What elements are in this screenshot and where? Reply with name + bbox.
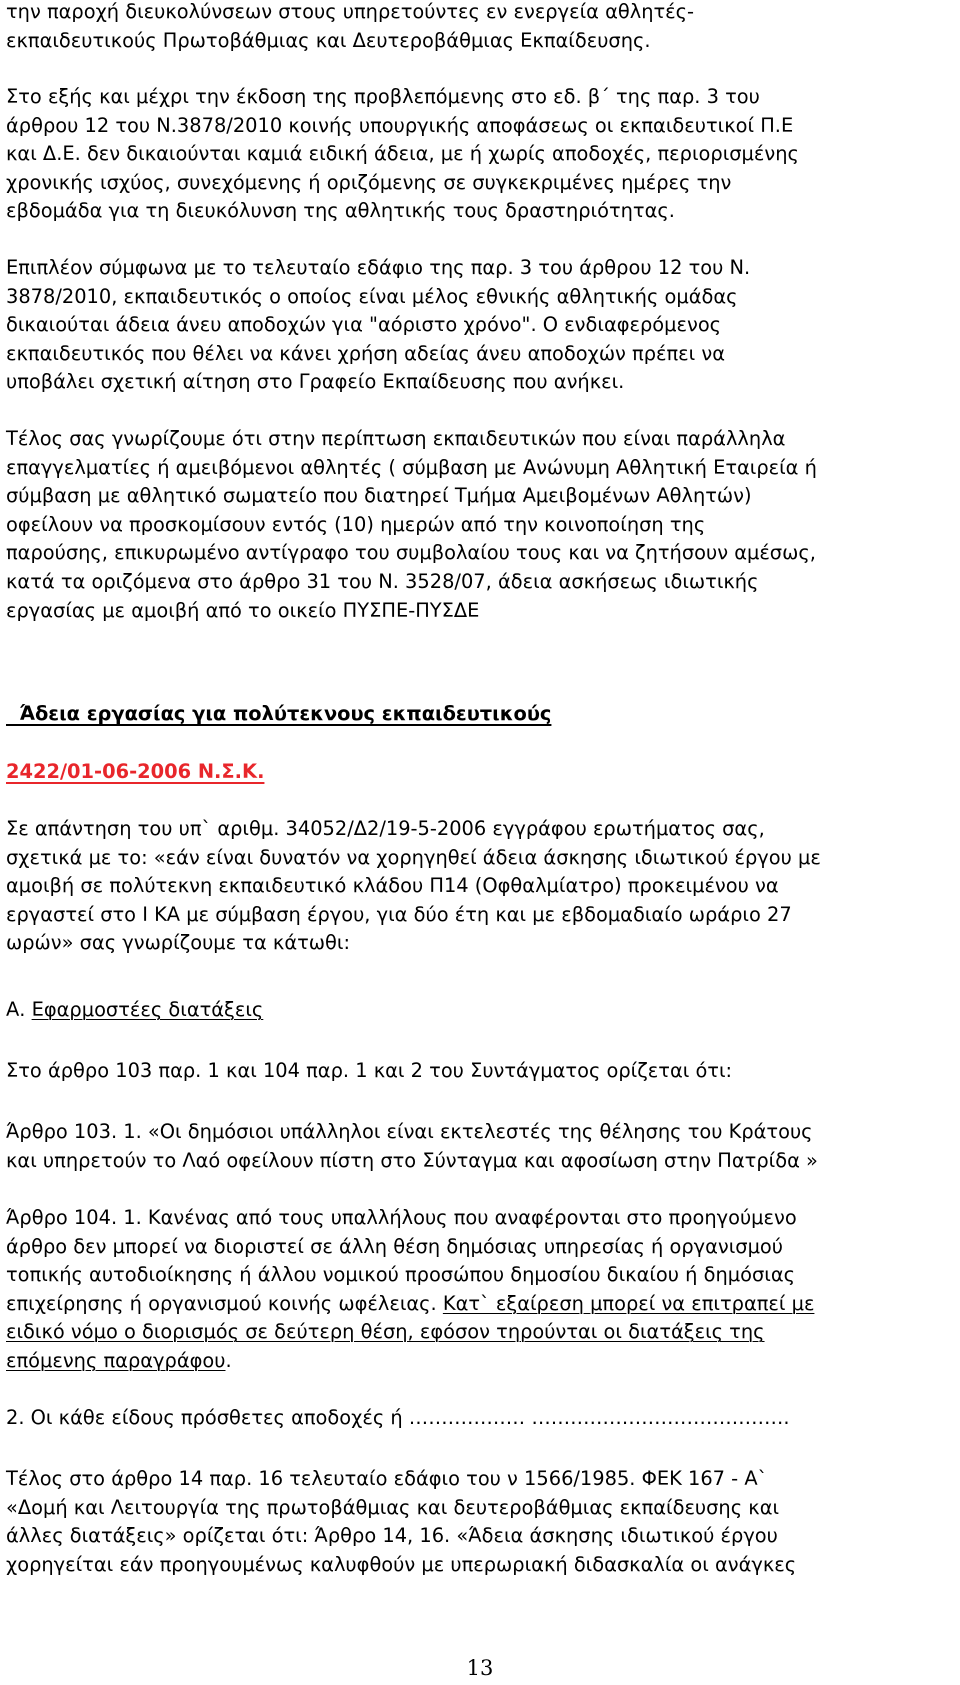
paragraph-6 [6, 1057, 954, 1086]
text-line: 2. Οι κάθε είδους πρόσθετες αποδοχές ή ……………… …………………………………. [6, 1406, 790, 1429]
text-line: και Δ.Ε. δεν δικαιούνται καμιά ειδική άδεια, με ή χωρίς αποδοχές, περιορισμένης [6, 142, 799, 166]
text-line: Επιπλέον σύμφωνα με το τελευταίο εδάφιο της παρ. 3 του άρθρου 12 του Ν. [6, 256, 751, 279]
text-line: Άρθρο 103. 1. «Οι δημόσιοι υπάλληλοι είναι εκτελεστές της θέλησης του Κράτους [6, 1120, 813, 1143]
text-line: εβδομάδα για τη διευκόλυνση της αθλητικής τους δραστηριότητας. [6, 199, 675, 223]
text-line: δικαιούται άδεια άνευ αποδοχών για "αόριστο χρόνο". Ο ενδιαφερόμενος [6, 313, 722, 337]
text-line: εργασίας με αμοιβή από το οικείο ΠΥΣΠΕ-ΠΥΣΔΕ [6, 598, 480, 622]
section-heading [6, 700, 954, 729]
page-number: 13 [466, 1656, 494, 1680]
reference-number [6, 758, 954, 787]
text-line: Τέλος σας γνωρίζουμε ότι στην περίπτωση εκπαιδευτικών που είναι παράλληλα [6, 427, 786, 450]
paragraph-7 [6, 1118, 954, 1175]
text-line: 3878/2010, εκπαιδευτικός ο οποίος είναι μέλος εθνικής αθλητικής ομάδας [6, 284, 738, 308]
text-line: Σε απάντηση του υπ` αριθμ. 34052/Δ2/19-5-2006 εγγράφου ερωτήματος σας, [6, 817, 765, 840]
text-line: οφείλουν να προσκομίσουν εντός (10) ημερών από την κοινοποίηση της [6, 512, 706, 536]
section-heading-text: Άδεια εργασίας για πολύτεκνους εκπαιδευτικούς [6, 702, 552, 725]
text-line: εκπαιδευτικούς Πρωτοβάθμιας και Δευτεροβάθμιας Εκπαίδευσης. [6, 28, 651, 52]
paragraph-9 [6, 1404, 954, 1433]
paragraph-4 [6, 425, 954, 625]
text-line: ωρών» σας γνωρίζουμε τα κάτωθι: [6, 931, 350, 955]
text-line: Στο εξής και μέχρι την έκδοση της προβλεπόμενης στο εδ. β΄ της παρ. 3 του [6, 85, 760, 108]
underlined-text: επόμενης παραγράφου [6, 1348, 226, 1372]
text-line: χρονικής ισχύος, συνεχόμενης ή οριζόμενης σε συγκεκριμένες ημέρες την [6, 170, 732, 194]
paragraph-8 [6, 1204, 954, 1376]
text-line: υποβάλει σχετική αίτηση στο Γραφείο Εκπαίδευσης που ανήκει. [6, 370, 625, 394]
text-line: τοπικής αυτοδιοίκησης ή άλλου νομικού προσώπου δημοσίου δικαίου ή δημόσιας [6, 1263, 795, 1287]
paragraph-1 [6, 0, 954, 55]
list-item-a-label: Εφαρμοστέες διατάξεις [31, 998, 264, 1021]
paragraph-10 [6, 1465, 954, 1579]
text-line: εργαστεί στο Ι ΚΑ με σύμβαση έργου, για δύο έτη και με εβδομαδιαίο ωράριο 27 [6, 902, 792, 926]
text-line: άρθρου 12 του Ν.3878/2010 κοινής υπουργικής αποφάσεως οι εκπαιδευτικοί Π.Ε [6, 113, 794, 137]
paragraph-3 [6, 254, 954, 397]
underlined-text: Κατ` εξαίρεση μπορεί να επιτραπεί με [442, 1291, 815, 1315]
text-line: επαγγελματίες ή αμειβόμενοι αθλητές ( σύμβαση με Ανώνυμη Αθλητική Εταιρεία ή [6, 455, 817, 479]
text-line: σχετικά με το: «εάν είναι δυνατόν να χορηγηθεί άδεια άσκησης ιδιωτικού έργου με [6, 845, 821, 869]
reference-number-text: 2422/01-06-2006 Ν.Σ.Κ. [6, 760, 265, 783]
text-line: κατά τα οριζόμενα στο άρθρο 31 του Ν. 3528/07, άδεια ασκήσεως ιδιωτικής [6, 569, 759, 593]
text-segment: επιχείρησης ή οργανισμού κοινής ωφέλειας. [6, 1291, 443, 1315]
underlined-text: ειδικό νόμο ο διορισμός σε δεύτερη θέση, εφόσον τηρούνται οι διατάξεις της [6, 1320, 765, 1344]
text-line: παρούσης, επικυρωμένο αντίγραφο του συμβολαίου τους και να ζητήσουν αμέσως, [6, 541, 816, 565]
paragraph-2 [6, 83, 954, 226]
text-line: άλλες διατάξεις» ορίζεται ότι: Άρθρο 14, 16. «Άδεια άσκησης ιδιωτικού έργου [6, 1524, 778, 1548]
text-line: και υπηρετούν το Λαό οφείλουν πίστη στο Σύνταγμα και αφοσίωση στην Πατρίδα » [6, 1148, 818, 1172]
paragraph-5 [6, 815, 954, 958]
text-line: αμοιβή σε πολύτεκνη εκπαιδευτικό κλάδου Π14 (Οφθαλμίατρο) προκειμένου να [6, 874, 779, 898]
text-line: «Δομή και Λειτουργία της πρωτοβάθμιας και δευτεροβάθμιας εκπαίδευσης και [6, 1495, 780, 1519]
text-line: Στο άρθρο 103 παρ. 1 και 104 παρ. 1 και 2 του Συντάγματος ορίζεται ότι: [6, 1059, 733, 1082]
text-line: Τέλος στο άρθρο 14 παρ. 16 τελευταίο εδάφιο του ν 1566/1985. ΦΕΚ 167 - Α` [6, 1467, 768, 1490]
list-item-a-prefix: Α. [6, 998, 32, 1021]
text-line: άρθρο δεν μπορεί να διοριστεί σε άλλη θέση δημόσιας υπηρεσίας ή οργανισμού [6, 1234, 783, 1258]
text-segment: . [225, 1348, 232, 1372]
list-item-a [6, 996, 954, 1025]
text-line: την παροχή διευκολύνσεων στους υπηρετούντες εν ενεργεία αθλητές- [6, 0, 695, 23]
text-line: Άρθρο 104. 1. Κανένας από τους υπαλλήλους που αναφέρονται στο προηγούμενο [6, 1206, 797, 1229]
text-line: σύμβαση με αθλητικό σωματείο που διατηρεί Τμήμα Αμειβομένων Αθλητών) [6, 484, 752, 508]
text-line: χορηγείται εάν προηγουμένως καλυφθούν με υπερωριακή διδασκαλία οι ανάγκες [6, 1552, 797, 1576]
text-line: εκπαιδευτικός που θέλει να κάνει χρήση αδείας άνευ αποδοχών πρέπει να [6, 341, 726, 365]
